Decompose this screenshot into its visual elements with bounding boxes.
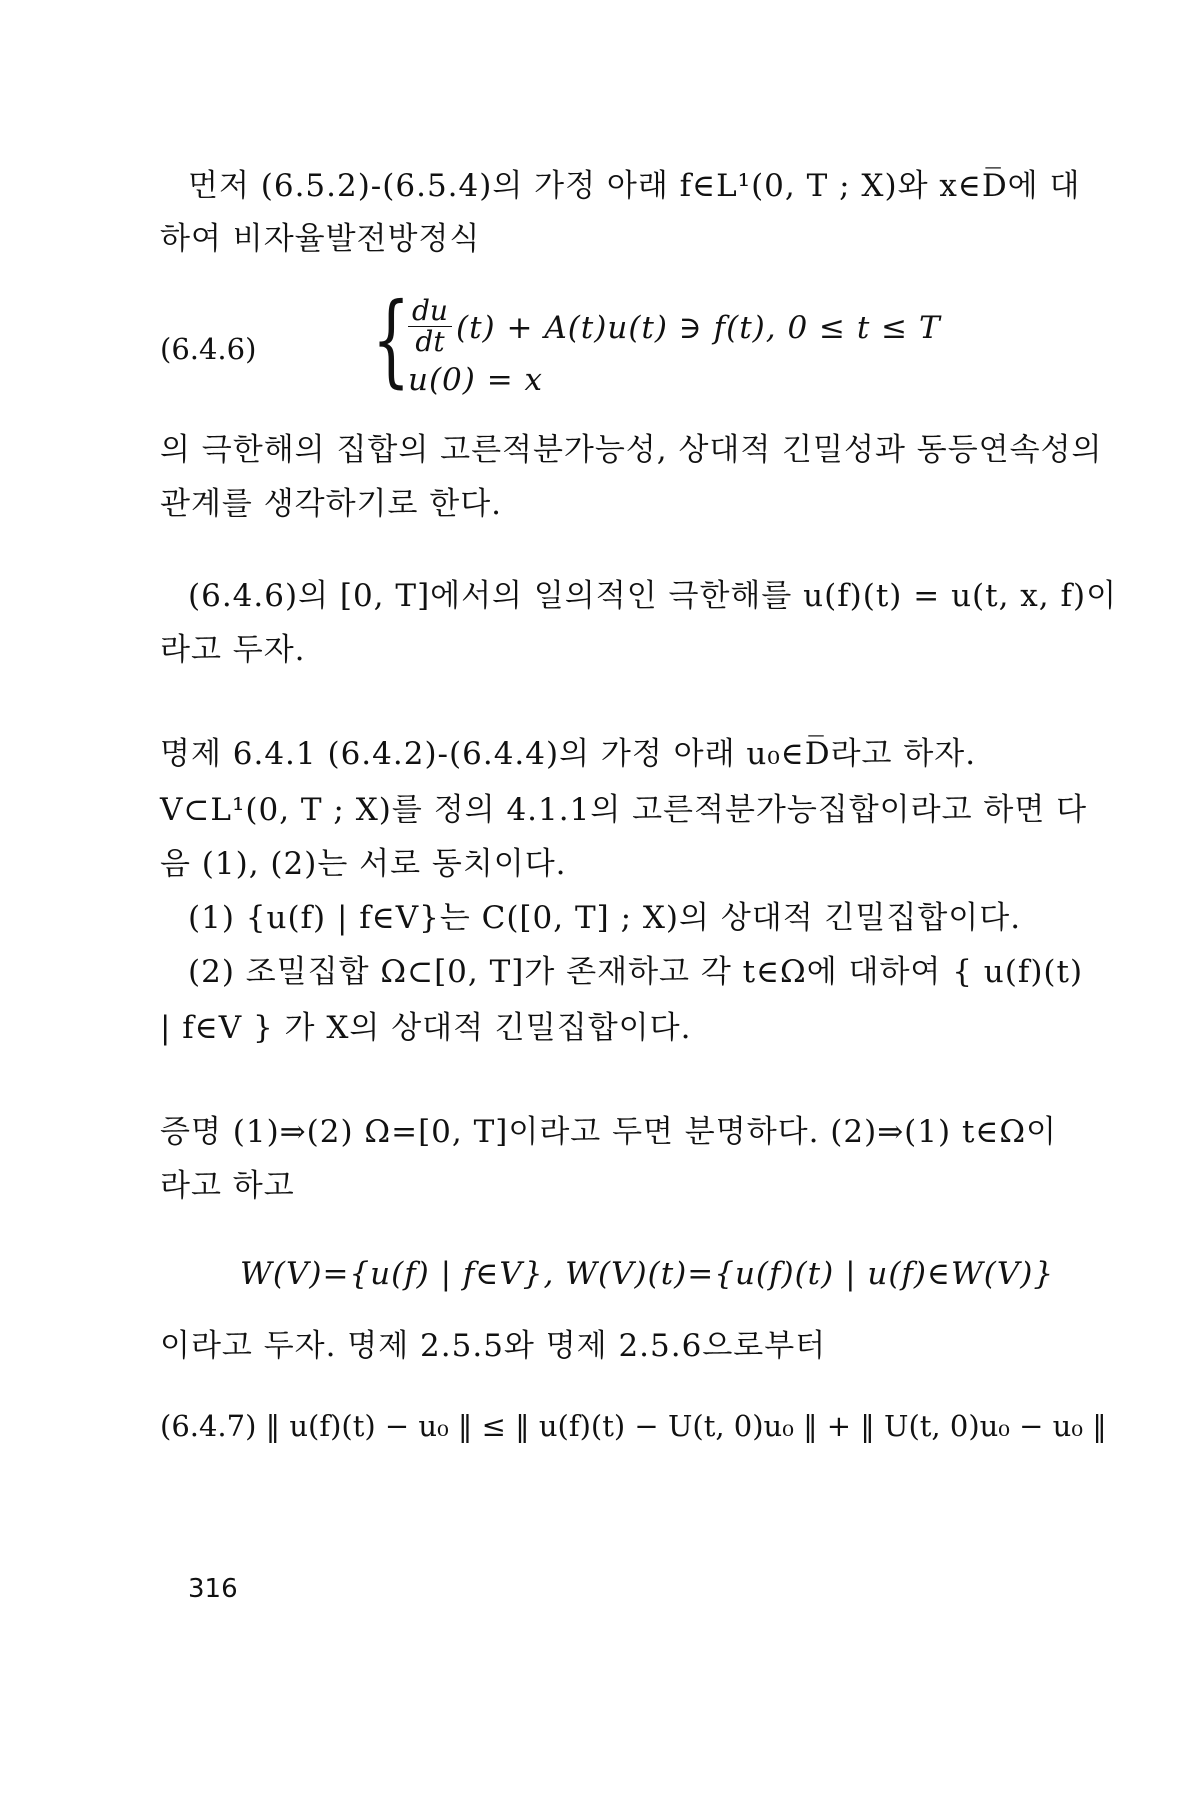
proposition-item-1: (1) {u(f) | f∈V}는 C([0, T] ; X)의 상대적 긴밀집합이다. (188, 900, 1022, 936)
text-line: | f∈V } 가 X의 상대적 긴밀집합이다. (160, 1010, 692, 1046)
text-line: (6.4.6)의 [0, T]에서의 일의적인 극한해를 u(f)(t) = u(t, x, f)이 (188, 578, 1118, 614)
equation-line-1: (t) + A(t)u(t) ∋ f(t), 0 ≤ t ≤ T (456, 310, 941, 346)
derivative-fraction (408, 296, 452, 357)
fraction-denominator: dt (415, 325, 445, 358)
text-line: 먼저 (6.5.2)-(6.5.4)의 가정 아래 f∈L¹(0, T ; X)와 x∈D̅에 대 (188, 168, 1081, 204)
text-line: 관계를 생각하기로 한다. (160, 486, 503, 522)
left-brace: { (372, 281, 411, 398)
proposition-item-2: (2) 조밀집합 Ω⊂[0, T]가 존재하고 각 t∈Ω에 대하여 { u(f)(t) (188, 954, 1084, 990)
equation-line-2: u(0) = x (408, 362, 544, 398)
equation-6-4-7: (6.4.7) ‖ u(f)(t) − u₀ ‖ ≤ ‖ u(f)(t) − U(t, 0)u₀ ‖ + ‖ U(t, 0)u₀ − u₀ ‖ (160, 1409, 1107, 1443)
display-equation: W(V)={u(f) | f∈V}, W(V)(t)={u(f)(t) | u(f)∈W(V)} (240, 1256, 1055, 1292)
text-line: 라고 두자. (160, 632, 306, 668)
proof-heading: 증명 (1)⇒(2) Ω=[0, T]이라고 두면 분명하다. (2)⇒(1) t∈Ω이 (160, 1114, 1058, 1150)
text-line: V⊂L¹(0, T ; X)를 정의 4.1.1의 고른적분가능집합이라고 하면 다 (160, 792, 1088, 828)
text-line: 이라고 두자. 명제 2.5.5와 명제 2.5.6으로부터 (160, 1328, 827, 1364)
text-line: 의 극한해의 집합의 고른적분가능성, 상대적 긴밀성과 동등연속성의 (160, 432, 1103, 468)
equation-number: (6.4.6) (160, 332, 257, 366)
text-line: 라고 하고 (160, 1168, 295, 1204)
fraction-numerator: du (408, 296, 452, 327)
page-number: 316 (188, 1574, 238, 1604)
proposition-heading: 명제 6.4.1 (6.4.2)-(6.4.4)의 가정 아래 u₀∈D̅라고 하자. (160, 736, 977, 772)
text-line: 음 (1), (2)는 서로 동치이다. (160, 846, 567, 882)
text-line: 하여 비자율발전방정식 (160, 221, 481, 257)
